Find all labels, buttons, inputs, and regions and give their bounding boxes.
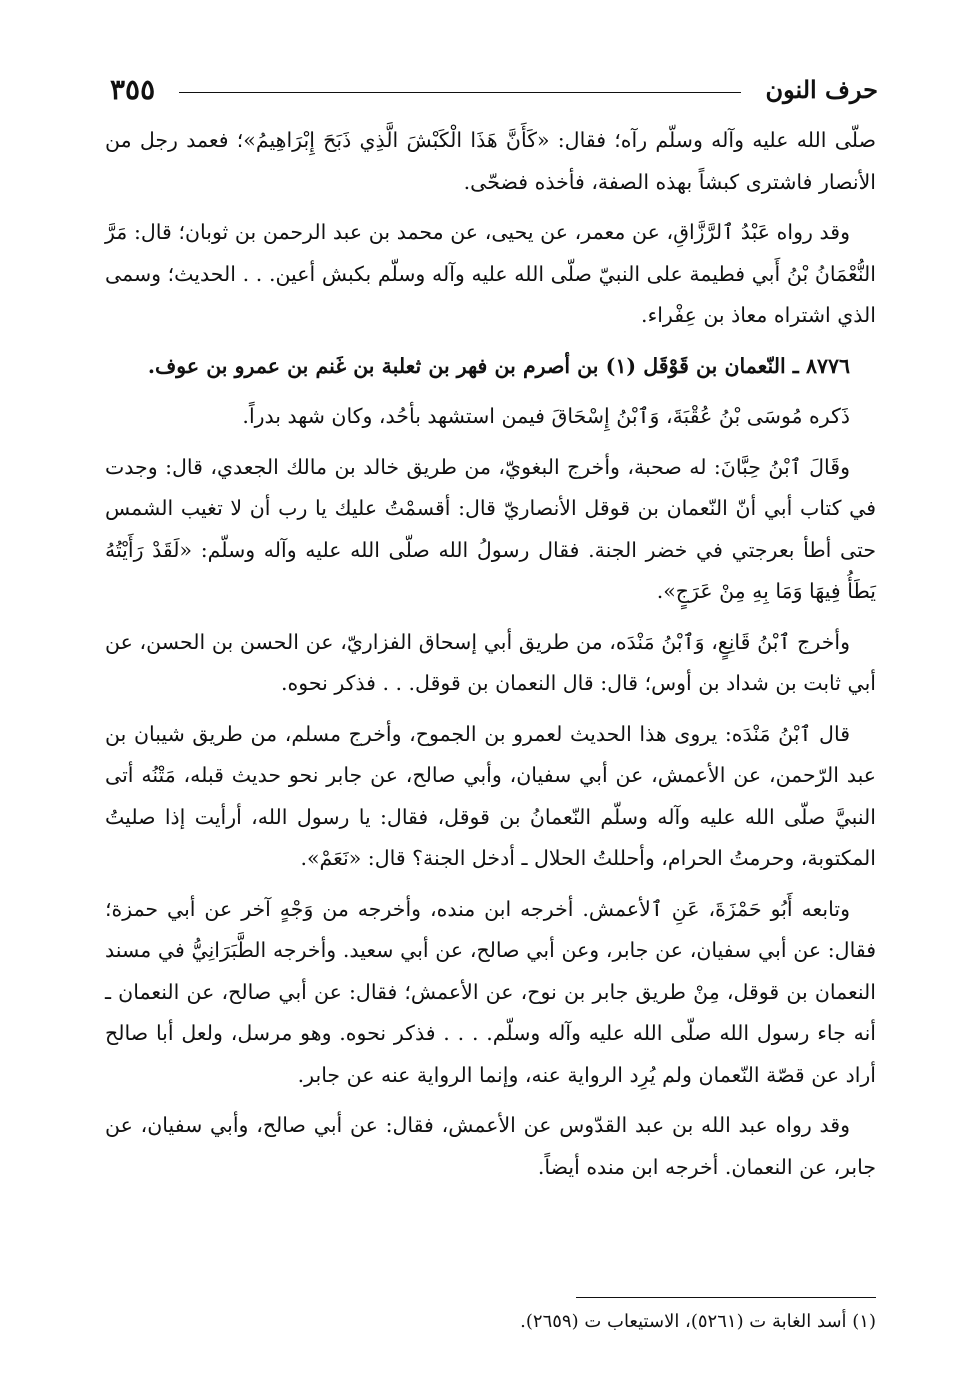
paragraph: قال ٱبْنُ مَنْدَه: يروى هذا الحديث لعمرو بن الجموح، وأخرج مسلم، من طريق شيبان بن عبد الرّحمن، عن الأعمش، عن أبي سفيان، وأبي صالح، عن جابر نحو حديث قبله، مَتْنُه أتى النبيَّ صلّى الله عليه وآله وسلّم النّعمانُ بن قوقل، فقال: يا رسول الله، أرأيت إذا صليتُ المكتوبة، وحرمتُ الحرام، وأحللتُ الحلال ـ أدخل الجنة؟ قال: «نَعَمْ».: [105, 721, 876, 870]
paragraph: وقد رواه عَبْدُ ٱلرَّزَّاقِ، عن معمر، عن يحيى، عن محمد بن عبد الرحمن بن ثوبان؛ قال: مَرَّ النُّعْمَانُ بْنُ أَبي فطيمة على النبيّ صلّى الله عليه وآله وسلّم بكبش أعين. . . الحديث؛ وسمى الذي اشتراه معاذ بن عِفْراء.: [105, 220, 876, 327]
footnote-divider: [576, 1297, 876, 1298]
footnote: (١) أسد الغابة ت (٥٢٦١)، الاستيعاب ت (٢٦٥٩).: [520, 1311, 876, 1332]
header-rule: [179, 92, 741, 93]
paragraph: وقد رواه عبد الله بن عبد القدّوس عن الأعمش، فقال: عن أبي صالح، وأبي سفيان، عن جابر، عن النعمان. أخرجه ابن منده أيضاً.: [105, 1113, 876, 1179]
paragraph: صلّى الله عليه وآله وسلّم رآه؛ فقال: «كَأَنَّ هَذَا الْكَبْشَ الَّذِي ذَبَحَ إِبْرَاهِيمُ»؛ فعمد رجل من الأنصار فاشترى كبشاً بهذه الصفة، فأخذه فضحّى.: [105, 128, 876, 194]
chapter-title: حرف النون: [765, 74, 878, 104]
paragraph: وقَالَ ٱبْنُ حِبَّانَ: له صحبة، وأخرج البغويّ، من طريق خالد بن مالك الجعدي، قال: وجدت في كتاب أبي أنّ النّعمان بن قوقل الأنصاريّ قال: أقسمْتُ عليك يا رب أن لا تغيب الشمس حتى أطأ بعرجتي في خضر الجنة. فقال رسولُ الله صلّى الله عليه وآله وسلّم: «لَقَدْ رَأَيْتُهُ يَطَأُ فِيهَا وَمَا بِهِ مِنْ عَرَجٍ».: [105, 454, 876, 603]
paragraph: وتابعه أَبُو حَمْزَةَ، عَنِ ٱلأعمش. أخرجه ابن منده، وأخرجه من وَجْهٍ آخر عن أبي حمزة؛ فقال: عن أبي سفيان، عن جابر، وعن أبي صالح، عن أبي سعيد. وأخرجه الطَّبَرَانِيُّ في مسند النعمان بن قوقل، مِنْ طريق جابر بن نوح، عن الأعمش؛ فقال: عن أبي صالح، عن النعمان ـ أنه جاء رسول الله صلّى الله عليه وآله وسلّم. . . . فذكر نحوه. وهو مرسل، ولعل أبا صالح أراد عن قصّة النّعمان ولم يُرِد الرواية عنه، وإنما الرواية عنه عن جابر.: [105, 896, 876, 1087]
running-header: [110, 72, 878, 106]
entry-heading: ٨٧٧٦ ـ النّعمان بن قَوْقَل (١) بن أصرم بن فهر بن ثعلبة بن غَنم بن عمرو بن عوف.: [147, 353, 850, 378]
paragraph: ذَكره مُوسَى بْنُ عُقْبَةَ، وَٱبْنُ إِسْحَاقَ فيمن استشهد بأحُد، وكان شهد بدراً.: [242, 404, 850, 428]
paragraph: وأخرج ٱبْنُ قَانِعٍ، وَٱبْنُ مَنْدَه، من طريق أبي إسحاق الفزاريّ، عن الحسن بن الحسن، عن أبي ثابت بن شداد بن أوس؛ قال: قال النعمان بن قوقل. . . فذكر نحوه.: [105, 629, 876, 695]
page-number: ٣٥٥: [110, 72, 156, 106]
page-body: [105, 120, 876, 1197]
